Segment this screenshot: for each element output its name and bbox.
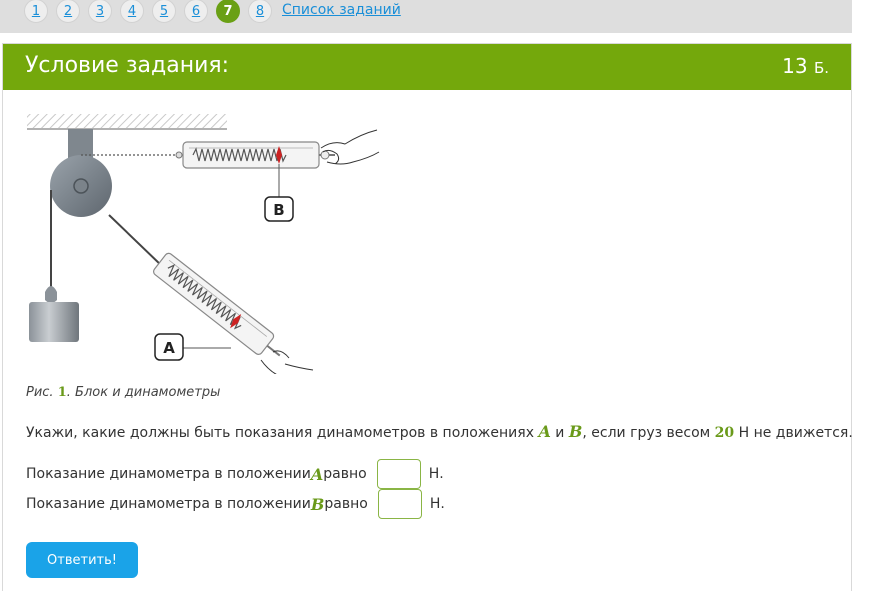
- task-title: Условие задания:: [25, 53, 230, 78]
- page-1-link[interactable]: 1: [24, 0, 48, 23]
- rope-to-dynamometer-a: [109, 215, 163, 267]
- ceiling-hatch: [27, 114, 227, 128]
- task-header: [3, 44, 851, 90]
- var-a: A: [538, 422, 551, 441]
- page-7-current: 7: [216, 0, 240, 23]
- weight-hook: [45, 286, 57, 303]
- page-margin: [852, 0, 893, 591]
- pulley-axle: [74, 179, 88, 193]
- pagination: [24, 0, 401, 24]
- answer-row-a: Показание динамометра в положении A равно Н.: [26, 459, 444, 489]
- hanging-weight: [29, 302, 79, 342]
- page-5-link[interactable]: 5: [152, 0, 176, 23]
- page-8-link[interactable]: 8: [248, 0, 272, 23]
- page-3-link[interactable]: 3: [88, 0, 112, 23]
- answer-a-input[interactable]: [377, 459, 421, 489]
- weight-value: 20: [714, 425, 735, 441]
- label-b: B: [273, 201, 285, 219]
- page-6-link[interactable]: 6: [184, 0, 208, 23]
- top-bar: [0, 0, 852, 33]
- hand-b: [321, 130, 379, 164]
- answer-var-b: B: [310, 494, 325, 514]
- page-2-link[interactable]: 2: [56, 0, 80, 23]
- dynamometer-b: [176, 142, 335, 168]
- task-panel: [2, 43, 852, 591]
- figure-number: 1: [57, 385, 67, 400]
- hand-a: [261, 351, 329, 374]
- pulley-dynamometer-figure: [23, 112, 393, 374]
- submit-answer-button[interactable]: Ответить!: [26, 542, 138, 578]
- answer-b-unit: Н.: [429, 496, 445, 512]
- task-points: 13 Б.: [782, 54, 829, 78]
- question-text: Укажи, какие должны быть показания динамометров в положениях A и B, если груз весом 20 Н не движется.: [26, 422, 853, 441]
- answer-var-a: A: [310, 464, 324, 484]
- answer-a-unit: Н.: [428, 466, 444, 482]
- figure-caption: Рис. 1. Блок и динамометры: [26, 385, 221, 400]
- answer-b-input[interactable]: [378, 489, 422, 519]
- task-list-link[interactable]: Список заданий: [282, 2, 401, 18]
- var-b: B: [568, 422, 583, 441]
- page-4-link[interactable]: 4: [120, 0, 144, 23]
- label-a: A: [163, 339, 175, 357]
- answer-row-b: Показание динамометра в положении B равно Н.: [26, 489, 445, 519]
